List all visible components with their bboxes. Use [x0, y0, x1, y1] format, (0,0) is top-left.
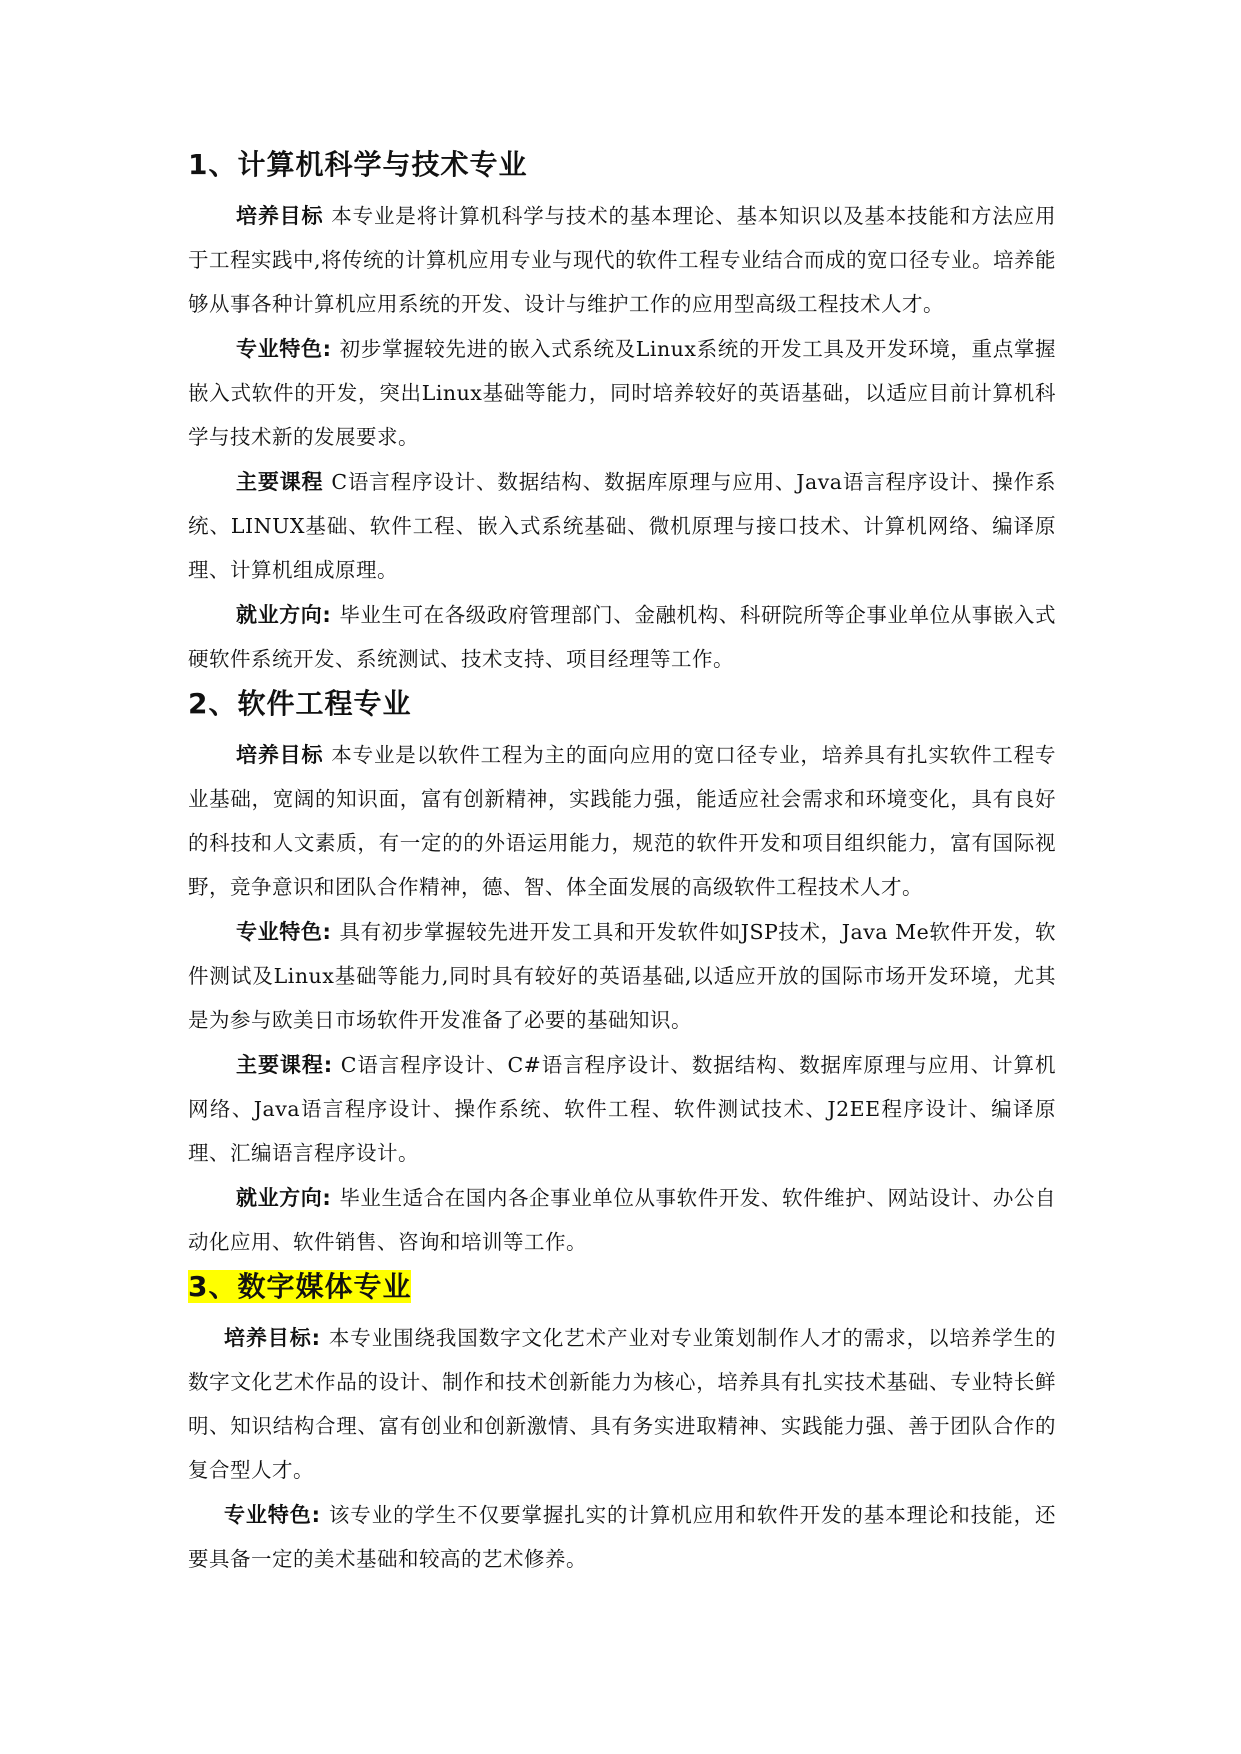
paragraph-features: [188, 910, 1056, 1042]
paragraph-courses: [188, 1043, 1056, 1175]
highlighted-title: 3、数字媒体专业: [188, 1270, 412, 1303]
paragraph-features: [188, 327, 1056, 459]
paragraph-label: 培养目标: [236, 743, 324, 767]
section-computer-science: [188, 146, 1056, 681]
paragraph-training-goal: [188, 194, 1056, 326]
section-title-highlighted: [188, 1268, 1056, 1306]
paragraph-text: 本专业围绕我国数字文化艺术产业对专业策划制作人才的需求，以培养学生的数字文化艺术作品的设计、制作和技术创新能力为核心，培养具有扎实技术基础、专业特长鲜明、知识结构合理、富有创业和创新激情、具有务实进取精神、实践能力强、善于团队合作的复合型人才。: [188, 1326, 1057, 1482]
paragraph-training-goal: [188, 1316, 1056, 1492]
paragraph-text: 本专业是将计算机科学与技术的基本理论、基本知识以及基本技能和方法应用于工程实践中,将传统的计算机应用专业与现代的软件工程专业结合而成的宽口径专业。培养能够从事各种计算机应用系统的开发、设计与维护工作的应用型高级工程技术人才。: [188, 204, 1057, 316]
paragraph-text: 初步掌握较先进的嵌入式系统及Linux系统的开发工具及开发环境，重点掌握嵌入式软件的开发，突出Linux基础等能力，同时培养较好的英语基础，以适应目前计算机科学与技术新的发展要求。: [188, 337, 1056, 449]
section-software-engineering: [188, 685, 1056, 1264]
paragraph-employment: [188, 1176, 1056, 1264]
paragraph-text: C语言程序设计、数据结构、数据库原理与应用、Java语言程序设计、操作系统、LINUX基础、软件工程、嵌入式系统基础、微机原理与接口技术、计算机网络、编译原理、计算机组成原理。: [188, 470, 1056, 582]
paragraph-text: C语言程序设计、C#语言程序设计、数据结构、数据库原理与应用、计算机网络、Java语言程序设计、操作系统、软件工程、软件测试技术、J2EE程序设计、编译原理、汇编语言程序设计。: [188, 1053, 1056, 1165]
section-title: 1、计算机科学与技术专业: [188, 148, 528, 181]
paragraph-text: 本专业是以软件工程为主的面向应用的宽口径专业，培养具有扎实软件工程专业基础，宽阔的知识面，富有创新精神，实践能力强，能适应社会需求和环境变化，具有良好的科技和人文素质，有一定的的外语运用能力，规范的软件开发和项目组织能力，富有国际视野，竞争意识和团队合作精神，德、智、体全面发展的高级软件工程技术人才。: [188, 743, 1056, 899]
section-title: 2、软件工程专业: [188, 687, 412, 720]
paragraph-label: 专业特色:: [236, 337, 332, 361]
paragraph-employment: [188, 593, 1056, 681]
paragraph-label: 培养目标:: [224, 1326, 321, 1350]
paragraph-text: 该专业的学生不仅要掌握扎实的计算机应用和软件开发的基本理论和技能，还要具备一定的美术基础和较高的艺术修养。: [188, 1503, 1057, 1571]
paragraph-text: 具有初步掌握较先进开发工具和开发软件如JSP技术，Java Me软件开发，软件测试及Linux基础等能力,同时具有较好的英语基础,以适应开放的国际市场开发环境，尤其是为参与欧美日市场软件开发准备了必要的基础知识。: [188, 920, 1056, 1032]
paragraph-label: 培养目标: [236, 204, 324, 228]
document-body: [188, 146, 1056, 1582]
paragraph-features: [188, 1493, 1056, 1581]
paragraph-label: 专业特色:: [224, 1503, 321, 1527]
paragraph-label: 就业方向:: [236, 603, 332, 627]
paragraph-courses: [188, 460, 1056, 592]
paragraph-label: 就业方向:: [236, 1186, 332, 1210]
paragraph-text: 毕业生适合在国内各企事业单位从事软件开发、软件维护、网站设计、办公自动化应用、软件销售、咨询和培训等工作。: [188, 1186, 1057, 1254]
paragraph-label: 主要课程:: [236, 1053, 333, 1077]
section-digital-media: [188, 1268, 1056, 1581]
paragraph-label: 专业特色:: [236, 920, 332, 944]
paragraph-training-goal: [188, 733, 1056, 909]
paragraph-text: 毕业生可在各级政府管理部门、金融机构、科研院所等企事业单位从事嵌入式硬软件系统开发、系统测试、技术支持、项目经理等工作。: [188, 603, 1057, 671]
paragraph-label: 主要课程: [236, 470, 324, 494]
